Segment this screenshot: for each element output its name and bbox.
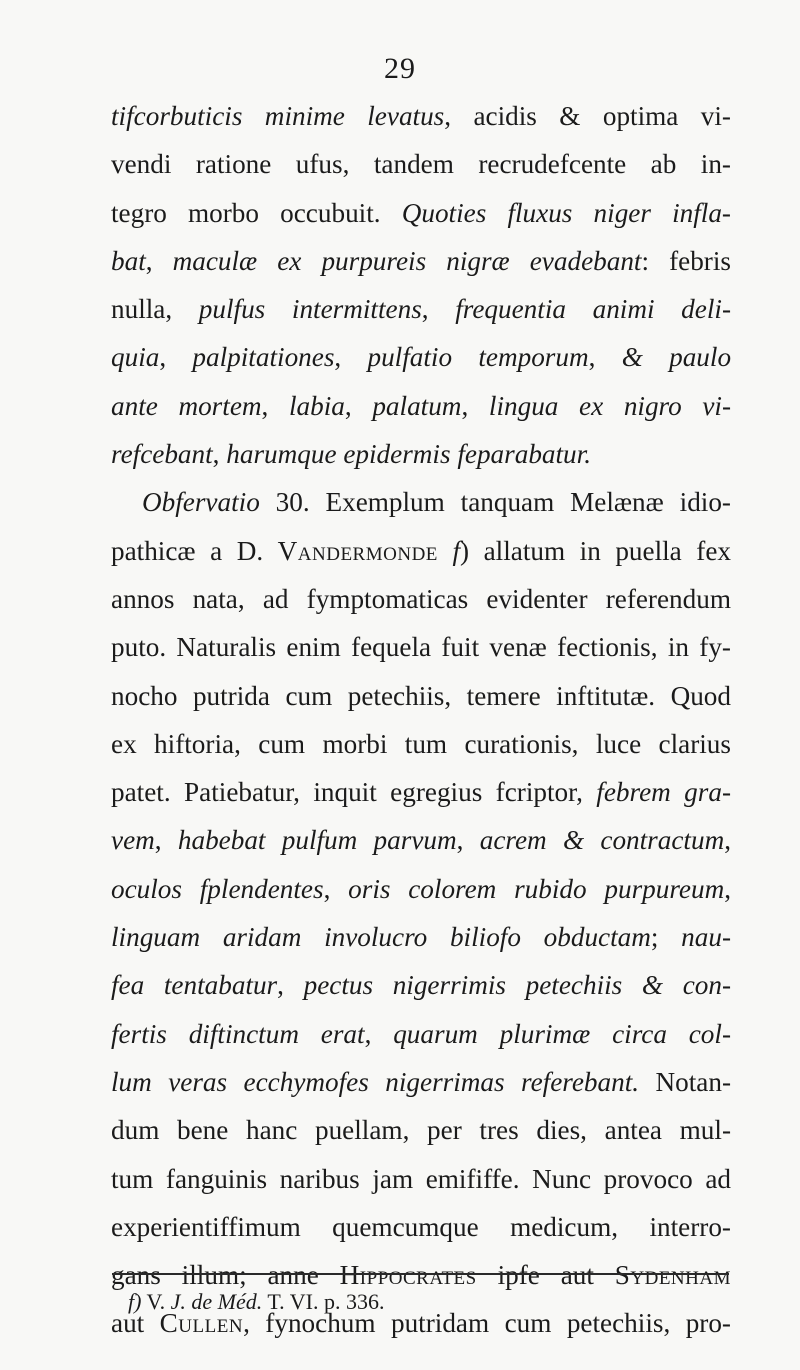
text-line <box>111 1010 731 1058</box>
text-line <box>111 575 731 623</box>
text-segment: , <box>421 294 456 325</box>
text-segment: , <box>277 970 304 1001</box>
text-line <box>111 672 731 720</box>
italic-text: frequentia animi deli- <box>455 294 731 325</box>
italic-text: palpitationes <box>192 342 335 373</box>
text-segment: , <box>724 873 731 904</box>
text-segment: , <box>159 342 193 373</box>
text-segment: ; <box>650 922 682 953</box>
italic-text: labia <box>288 390 345 421</box>
italic-text: quia <box>111 342 160 373</box>
text-segment: , <box>588 342 622 373</box>
text-line <box>111 285 731 333</box>
italic-text: quarum plurimæ circa col- <box>393 1018 732 1049</box>
italic-text: acrem & contractum <box>479 825 725 856</box>
italic-text: vem <box>111 825 155 856</box>
italic-text: lingua ex nigro vi- <box>488 390 732 421</box>
author-name: Sydenham <box>614 1260 731 1291</box>
text-segment: , <box>344 390 373 421</box>
text-segment: nulla, <box>111 294 199 325</box>
text-line <box>111 430 731 478</box>
text-segment: , <box>154 825 178 856</box>
text-segment: tegro morbo occubuit. <box>111 197 402 228</box>
text-segment: puto. Naturalis enim fequela fuit venæ fectionis, in fy- <box>111 632 731 663</box>
text-line <box>111 865 731 913</box>
text-segment: , <box>145 245 173 276</box>
text-line <box>111 623 731 671</box>
italic-text: & paulo <box>621 342 732 373</box>
text-segment: , <box>456 825 480 856</box>
italic-text: febrem gra- <box>596 777 731 808</box>
text-segment: 30. Exemplum tanquam Melænæ idio- <box>259 487 731 518</box>
italic-text: harumque epidermis feparabatur. <box>226 439 592 470</box>
text-line <box>111 527 731 575</box>
italic-text: Obfervatio <box>142 487 260 518</box>
italic-text: fea tentabatur <box>111 970 278 1001</box>
footnote-ref: T. VI. p. 336. <box>262 1289 385 1314</box>
body-text <box>111 92 731 1348</box>
italic-text: ante mortem <box>111 390 262 421</box>
italic-text: tifcorbuticis minime levatus <box>111 101 445 131</box>
text-segment: ) allatum in puella fex <box>460 535 731 566</box>
footnote <box>128 1286 384 1318</box>
italic-text: lum veras ecchymofes nigerrimas referebant. <box>111 1066 640 1097</box>
text-segment: , <box>261 390 289 421</box>
italic-text: pectus nigerrimis petechiis & con- <box>303 970 731 1001</box>
text-segment: annos nata, ad fymptomaticas evidenter referendum <box>111 583 731 614</box>
footnote-marker: f) <box>128 1289 142 1314</box>
footnote-text: V. <box>141 1289 171 1314</box>
text-line <box>111 1155 731 1203</box>
text-segment: ipfe aut <box>476 1260 615 1291</box>
text-segment: : febris <box>641 245 731 276</box>
author-name: Hippocrates <box>339 1260 477 1291</box>
text-line <box>111 1106 731 1154</box>
text-segment: , <box>212 439 227 470</box>
text-segment: gans illum; anne <box>111 1260 340 1291</box>
italic-text: oris colorem rubido purpureum <box>348 873 725 904</box>
italic-text: pulfatio temporum <box>367 342 589 373</box>
author-name: Vandermonde <box>277 535 438 566</box>
text-segment: , fynochum putridam cum petechiis, pro- <box>243 1308 731 1339</box>
italic-text: palatum <box>372 390 462 421</box>
text-segment: aut <box>111 1308 160 1339</box>
italic-text: oculos fplendentes <box>111 873 324 904</box>
text-line <box>111 92 731 140</box>
text-segment: nocho putrida cum petechiis, temere inftitutæ. Quod <box>111 680 731 711</box>
text-line <box>111 1203 731 1251</box>
text-segment: vendi ratione ufus, tandem recrudefcente ab in- <box>111 149 731 180</box>
text-line <box>111 382 731 430</box>
text-line <box>111 140 731 188</box>
italic-text: f <box>452 535 460 566</box>
text-segment: pathicæ a D. <box>111 535 278 566</box>
footnote-rule <box>112 1273 729 1275</box>
italic-text: habebat pulfum parvum <box>177 825 457 856</box>
text-line <box>111 961 731 1009</box>
italic-text: linguam aridam involucro biliofo obductam <box>111 922 651 953</box>
text-segment: , acidis & optima vi- <box>444 101 731 131</box>
italic-text: maculæ ex purpureis nigræ evadebant <box>172 245 642 276</box>
text-segment: experientiffimum quemcumque medicum, interro- <box>111 1211 731 1242</box>
text-segment: ex hiftoria, cum morbi tum curationis, luce clarius <box>111 728 731 759</box>
page-number: 29 <box>384 52 416 85</box>
text-line <box>111 333 731 381</box>
italic-text: pulfus intermittens <box>198 294 422 325</box>
italic-text: fertis diftinctum erat <box>111 1018 365 1049</box>
text-segment: , <box>461 390 489 421</box>
italic-text: refcebant <box>111 439 213 470</box>
italic-text: bat <box>111 245 146 276</box>
italic-text: Quoties fluxus niger infla- <box>401 197 731 228</box>
text-segment: , <box>334 342 368 373</box>
text-line <box>111 720 731 768</box>
text-segment: Notan- <box>639 1066 731 1097</box>
text-line <box>111 189 731 237</box>
text-segment: , <box>724 825 731 856</box>
text-line <box>111 1058 731 1106</box>
text-line <box>111 478 731 526</box>
author-name: Cullen <box>159 1308 244 1339</box>
text-segment: tum fanguinis naribus jam emififfe. Nunc provoco ad <box>111 1163 731 1194</box>
text-line <box>111 768 731 816</box>
text-segment: dum bene hanc puellam, per tres dies, antea mul- <box>111 1115 731 1146</box>
text-line <box>111 237 731 285</box>
footnote-journal: J. de Méd. <box>170 1289 263 1314</box>
text-line <box>111 913 731 961</box>
text-segment: , <box>323 873 349 904</box>
text-segment: , <box>364 1018 394 1049</box>
text-segment: patet. Patiebatur, inquit egregius fcriptor, <box>111 777 597 808</box>
text-line <box>111 816 731 864</box>
text-segment <box>438 536 453 566</box>
italic-text: nau- <box>681 922 731 953</box>
